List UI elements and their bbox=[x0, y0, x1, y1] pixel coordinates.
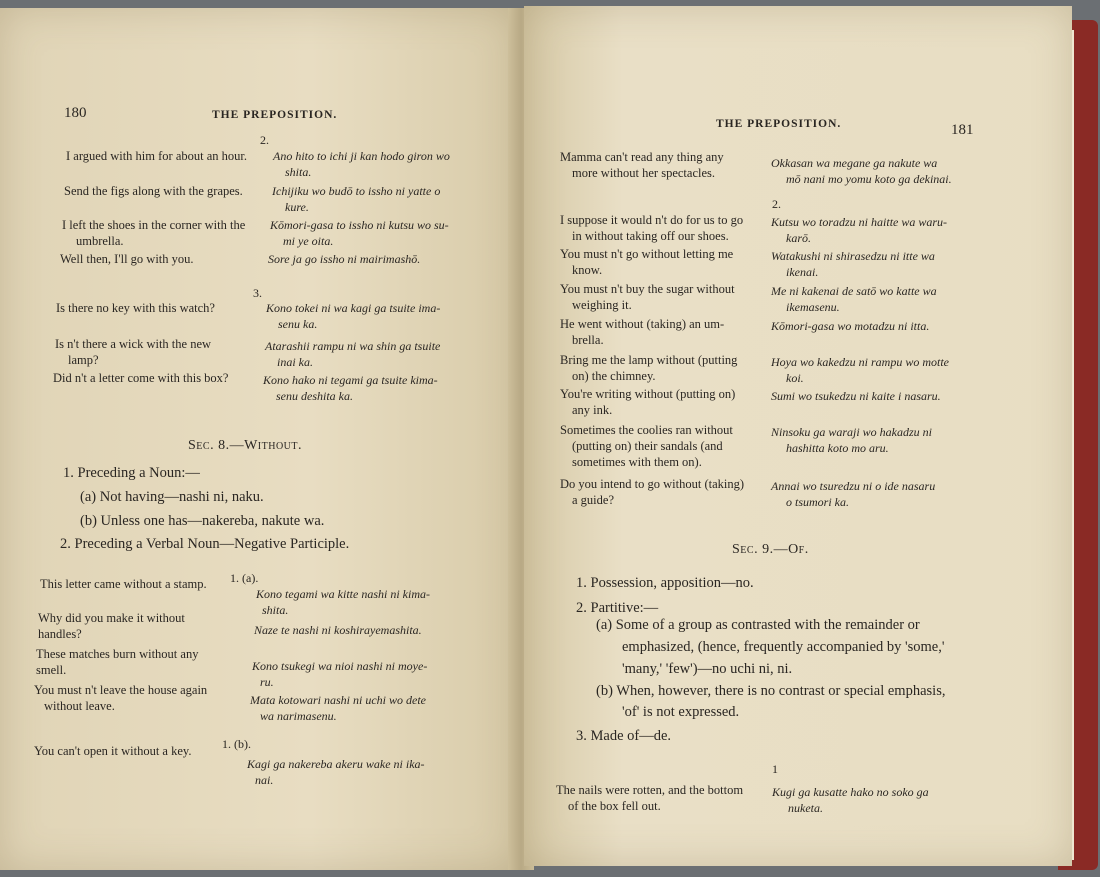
group-number: 2. bbox=[772, 197, 781, 211]
rule-line: 'of' is not expressed. bbox=[622, 704, 740, 720]
group-number: 3. bbox=[253, 286, 262, 300]
left-page: 180 THE PREPOSITION. 2. I argued with him for about an hour. Ano hito to ichi ji kan hodo giron wo shita. Send the figs along with the grapes. Ichijiku wo budō to issho ni yatte o kure. I left the shoes in the corner with the umbrella. Kōmori-gasa to issho ni kutsu wo su- mi ye oita. Well then, I'll go with you. Sore ja go issho ni mairimashō. 3. Is there no key with this watch? Kono tokei ni wa kagi ga tsuite ima- senu ka. Is n't there a wick with the new lamp? Atarashii rampu ni wa shin ga tsuite inai ka. Did n't a letter come with this box? Kono hako ni tegami ga tsuite kima- senu deshita ka. Sec. 8.—Without. 1. Preceding a Noun:— (a) Not having—nashi ni, naku. (b) Unless one has—nakereba, nakute wa. 2. Preceding a Verbal Noun—Negative Participle. 1. (a). This letter came without a stamp. Kono tegami wa kitte nashi ni kima- shita. Why did you make it without handles? Naze te nashi ni koshirayemashita. These matches burn without any smell. Kono tsukegi wa nioi nashi ni moye- ru. You must n't leave the house again without leave. Mata kotowari nashi ni uchi wo dete wa narimasenu. 1. (b). You can't open it without a key. Kagi ga nakereba akeru wake ni ika- nai. bbox=[0, 8, 518, 870]
group-number: 1 bbox=[772, 762, 778, 776]
rule-line: 3. Made of—de. bbox=[576, 728, 672, 744]
section-heading: Sec. 9.—Of. bbox=[732, 542, 809, 557]
rule-line: 2. Partitive:— bbox=[576, 600, 659, 616]
rule-line: emphasized, (hence, frequently accompanied by 'some,' bbox=[622, 639, 945, 655]
group-number: 1. (b). bbox=[222, 737, 251, 751]
rule-line: (a) Not having—nashi ni, naku. bbox=[80, 489, 264, 505]
running-head: THE PREPOSITION. bbox=[716, 118, 842, 130]
group-number: 2. bbox=[260, 133, 269, 147]
rule-line: (b) When, however, there is no contrast or special emphasis, bbox=[596, 683, 946, 699]
rule-line: (a) Some of a group as contrasted with the remainder or bbox=[596, 617, 920, 633]
group-number: 1. (a). bbox=[230, 571, 259, 585]
section-heading: Sec. 8.—Without. bbox=[188, 438, 302, 453]
rule-line: (b) Unless one has—nakereba, nakute wa. bbox=[80, 513, 325, 529]
right-page: THE PREPOSITION. 181 Mamma can't read any thing any more without her spectacles. Okkasan wa megane ga nakute wa mō nani mo yomu koto ga dekinai. 2. I suppose it would n't do for us to go in without taking off our shoes. Kutsu wo toradzu ni haitte wa waru- karō. You must n't go without letting me know. Watakushi ni shirasedzu ni itte wa ikenai. You must n't buy the sugar without weighing it. Me ni kakenai de satō wo katte wa ikemasenu. He went without (taking) an um- brella. Kōmori-gasa wo motadzu ni itta. Bring me the lamp without (putting on) the chimney. Hoya wo kakedzu ni rampu wo motte koi. You're writing without (putting on) any ink. Sumi wo tsukedzu ni kaite i nasaru. Sometimes the coolies ran without (putting on) their sandals (and sometimes with them on). Ninsoku ga waraji wo hakadzu ni hashitta koto mo aru. Do you intend to go without (taking) a guide? Annai wo tsuredzu ni o ide nasaru o tsumori ka. Sec. 9.—Of. 1. Possession, apposition—no. 2. Partitive:— (a) Some of a group as contrasted with the remainder or emphasized, (hence, frequently accompanied by 'some,' 'many,' 'few')—no uchi ni, ni. (b) When, however, there is no contrast or special emphasis, 'of' is not expressed. 3. Made of—de. 1 The nails were rotten, and the bottom of the box fell out. Kugi ga kusatte hako no soko ga nuketa. bbox=[524, 6, 1072, 866]
rule-line: 1. Preceding a Noun:— bbox=[63, 465, 200, 481]
rule-line: 1. Possession, apposition—no. bbox=[576, 575, 754, 591]
page-number: 181 bbox=[951, 122, 974, 138]
page-number: 180 bbox=[64, 105, 87, 121]
rule-line: 2. Preceding a Verbal Noun—Negative Participle. bbox=[60, 536, 350, 552]
rule-line: 'many,' 'few')—no uchi ni, ni. bbox=[622, 661, 793, 677]
running-head: THE PREPOSITION. bbox=[212, 109, 338, 121]
